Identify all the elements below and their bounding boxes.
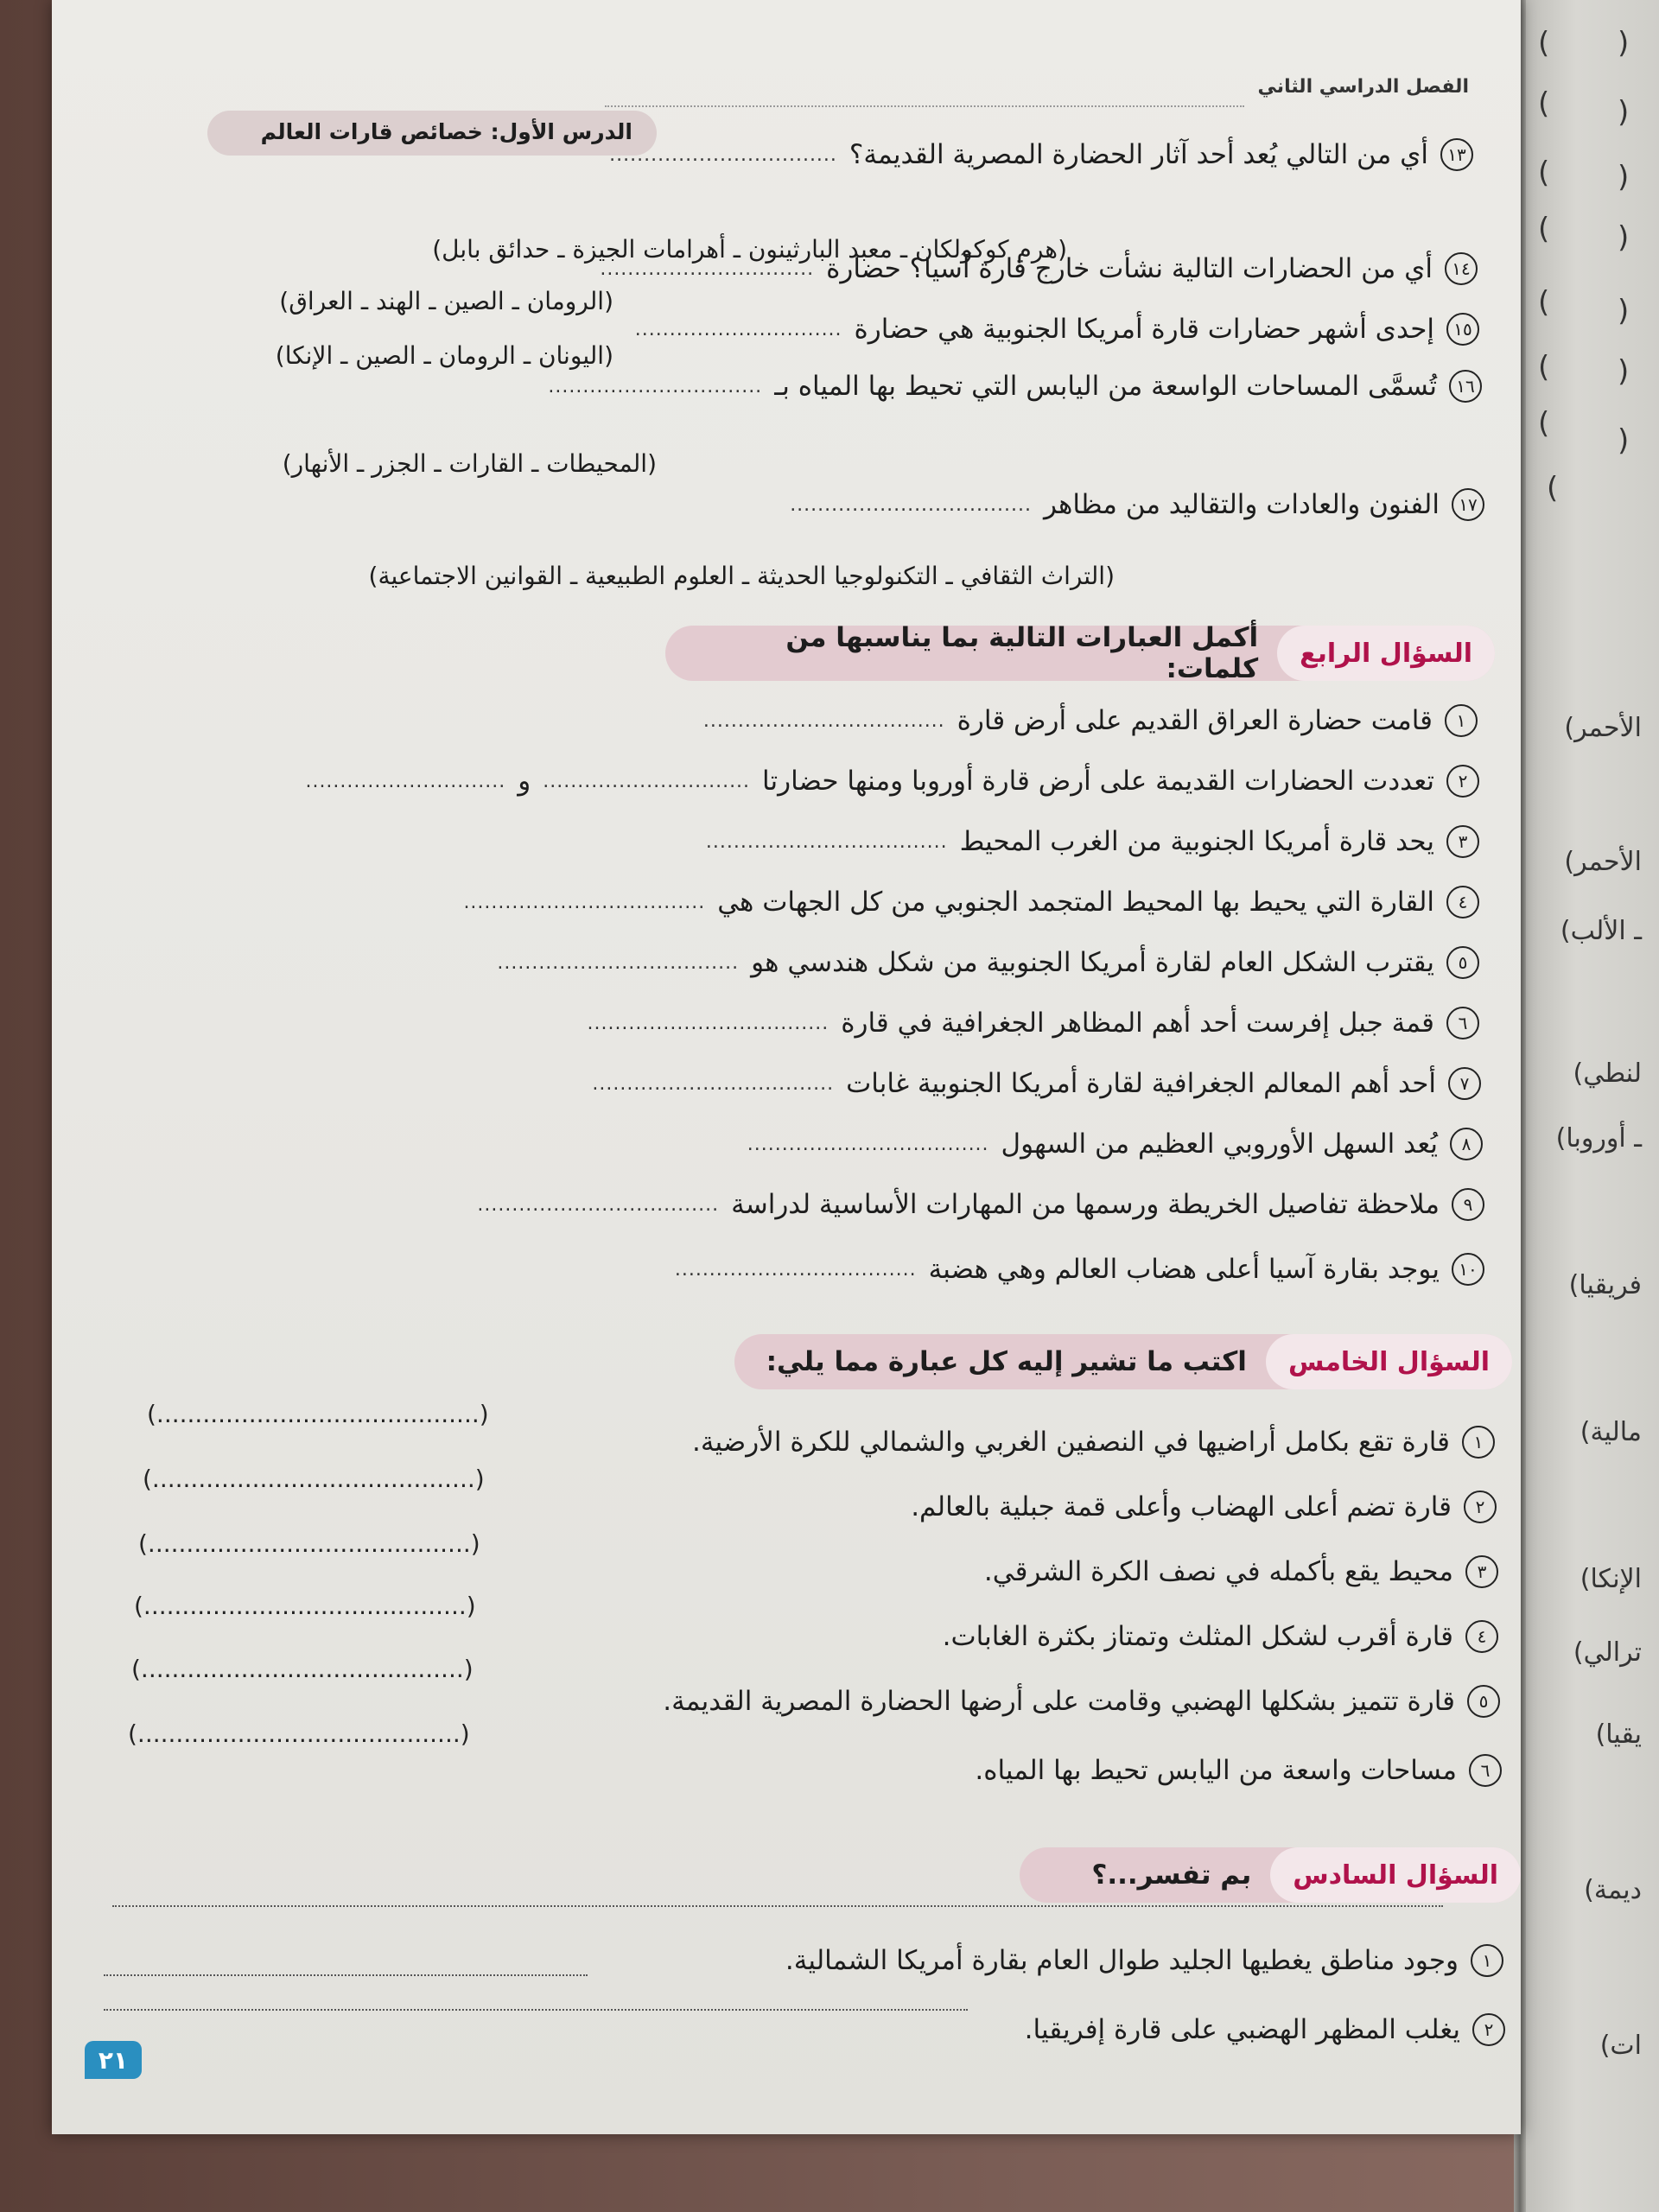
item-number: ٣: [1465, 1555, 1498, 1588]
workbook-page: [52, 0, 1521, 2134]
item-number: ٣: [1446, 825, 1479, 858]
q5-item-2: [911, 1491, 1497, 1523]
item-text: يُعد السهل الأوروبي العظيم من السهول: [1001, 1128, 1438, 1160]
paren-mark: (: [1538, 26, 1550, 60]
paren-mark: (: [1538, 212, 1550, 246]
answer-blank[interactable]: ...................................: [747, 1133, 989, 1155]
paren-mark: ): [1618, 294, 1630, 328]
paren-mark: ): [1618, 423, 1630, 458]
item-text: محيط يقع بأكمله في نصف الكرة الشرقي.: [983, 1556, 1453, 1587]
question-number: ١٥: [1446, 313, 1479, 346]
paren-mark: (: [1538, 86, 1550, 121]
q6-tag: السؤال السادس: [1270, 1847, 1521, 1903]
side-word: الإنكا): [1580, 1564, 1642, 1594]
choices-17: (التراث الثقافي ـ التكنولوجيا الحديثة ـ العلوم الطبيعية ـ القوانين الاجتماعية): [368, 562, 1115, 590]
item-text: أحد أهم المعالم الجغرافية لقارة أمريكا الجنوبية غابات: [846, 1068, 1436, 1099]
answer-blank[interactable]: ...................................: [705, 830, 948, 853]
paren-mark: ): [1618, 26, 1630, 60]
side-word: الأحمر): [1564, 847, 1642, 877]
answer-blank[interactable]: .............................: [305, 770, 506, 792]
header-rule: [605, 105, 1244, 107]
item-text: قارة أقرب لشكل المثلث وتمتاز بكثرة الغابات.: [942, 1621, 1453, 1652]
paren-mark: (: [1538, 406, 1550, 441]
side-word: ـ أوروبا): [1555, 1123, 1642, 1154]
answer-blank[interactable]: ...................................: [587, 1012, 830, 1034]
question-17: [790, 488, 1484, 521]
item-text: يقترب الشكل العام لقارة أمريكا الجنوبية من شكل هندسي هو: [751, 947, 1434, 978]
q5-item-4: [943, 1620, 1498, 1653]
question-number: ١٤: [1445, 252, 1478, 285]
term-label: الفصل الدراسي الثاني: [1257, 76, 1469, 98]
q5-title: اكتب ما تشير إليه كل عبارة مما يلي:: [766, 1346, 1247, 1377]
q5-tag: السؤال الخامس: [1266, 1334, 1512, 1389]
item-number: ١٠: [1452, 1253, 1484, 1286]
item-text: يغلب المظهر الهضبي على قارة إفريقيا.: [1024, 2014, 1460, 2045]
answer-blank[interactable]: ...................................: [790, 493, 1032, 516]
answer-blank[interactable]: ...................................: [477, 1193, 720, 1216]
item-number: ٧: [1448, 1067, 1481, 1100]
q4-item-9: [477, 1188, 1484, 1221]
question-number: ١٣: [1440, 138, 1473, 171]
answer-line[interactable]: [104, 2009, 968, 2011]
page-number: ٢١: [85, 2041, 142, 2079]
conjunction: و: [518, 766, 531, 797]
question-text: إحدى أشهر حضارات قارة أمريكا الجنوبية هي حضارة: [854, 314, 1434, 345]
question-text: أي من التالي يُعد أحد آثار الحضارة المصرية القديمة؟: [849, 139, 1428, 170]
paren-mark: ): [1618, 354, 1630, 389]
q4-item-5: [497, 946, 1479, 979]
paren-mark: ): [1618, 160, 1630, 194]
item-number: ١: [1462, 1426, 1495, 1459]
answer-blank[interactable]: ..............................: [543, 770, 751, 792]
answer-blank[interactable]: ...................................: [702, 709, 945, 732]
answer-blank[interactable]: .................................: [609, 143, 837, 166]
answer-blank[interactable]: ...................................: [463, 891, 706, 913]
side-word: ـ الألب): [1560, 916, 1642, 946]
q4-item-1: [703, 704, 1478, 737]
adjacent-page: [1521, 0, 1659, 2212]
paren-mark: (: [1538, 350, 1550, 385]
question-15: [635, 313, 1479, 346]
item-text: يحد قارة أمريكا الجنوبية من الغرب المحيط: [959, 826, 1434, 857]
item-text: ملاحظة تفاصيل الخريطة ورسمها من المهارات الأساسية لدراسة: [731, 1189, 1440, 1220]
q4-title: أكمل العبارات التالية بما يناسبها من كلمات:: [785, 622, 1259, 684]
side-word: الأحمر): [1564, 713, 1642, 743]
q6-item-2: [1025, 2013, 1505, 2046]
item-number: ٢: [1446, 765, 1479, 798]
answer-box[interactable]: (..........................................): [147, 1400, 489, 1428]
item-number: ٤: [1465, 1620, 1498, 1653]
answer-line[interactable]: [104, 1974, 588, 1976]
q5-item-6: [975, 1754, 1502, 1787]
item-text: قارة تتميز بشكلها الهضبي وقامت على أرضها الحضارة المصرية القديمة.: [663, 1686, 1455, 1717]
choices-13: (هرم كوكولكان ـ معبد البارثينون ـ أهرامات الجيزة ـ حدائق بابل): [432, 235, 1067, 264]
paren-mark: (: [1547, 471, 1559, 505]
answer-blank[interactable]: ..............................: [634, 318, 842, 340]
item-number: ٤: [1446, 886, 1479, 918]
item-text: وجود مناطق يغطيها الجليد طوال العام بقارة أمريكا الشمالية.: [785, 1945, 1459, 1976]
question-number: ١٧: [1452, 488, 1484, 521]
question-13: [609, 138, 1473, 171]
side-word: ات): [1599, 2031, 1642, 2061]
question-text: الفنون والعادات والتقاليد من مظاهر: [1043, 489, 1440, 520]
q4-item-6: [587, 1007, 1479, 1039]
answer-box[interactable]: (..........................................): [143, 1465, 485, 1493]
choices-14: (الرومان ـ الصين ـ الهند ـ العراق): [279, 287, 613, 315]
q6-heading: [1020, 1847, 1521, 1903]
answer-blank[interactable]: ...................................: [497, 951, 740, 974]
q4-tag: السؤال الرابع: [1277, 626, 1495, 681]
item-text: قارة تضم أعلى الهضاب وأعلى قمة جبلية بالعالم.: [911, 1491, 1452, 1522]
q4-item-10: [675, 1253, 1484, 1286]
item-text: تعددت الحضارات القديمة على أرض قارة أوروبا ومنها حضارتا: [762, 766, 1434, 797]
q4-item-7: [592, 1067, 1481, 1100]
item-number: ٥: [1467, 1685, 1500, 1718]
item-number: ٦: [1469, 1754, 1502, 1787]
q4-item-4: [463, 886, 1479, 918]
item-number: ٢: [1464, 1491, 1497, 1523]
question-text: تُسمَّى المساحات الواسعة من اليابس التي تحيط بها المياه بـ: [774, 371, 1437, 402]
side-word: فريقيا): [1568, 1270, 1642, 1300]
item-number: ٩: [1452, 1188, 1484, 1221]
q5-heading: [734, 1334, 1512, 1389]
q5-item-3: [984, 1555, 1498, 1588]
q4-item-3: [706, 825, 1479, 858]
choices-16: (المحيطات ـ القارات ـ الجزر ـ الأنهار): [282, 449, 657, 478]
item-number: ٦: [1446, 1007, 1479, 1039]
item-number: ١: [1471, 1944, 1503, 1977]
paren-mark: (: [1538, 285, 1550, 320]
q4-heading: [665, 622, 1495, 684]
paren-mark: ): [1618, 95, 1630, 130]
q6-item-1: [785, 1944, 1503, 1977]
item-text: قامت حضارة العراق القديم على أرض قارة: [957, 705, 1433, 736]
item-number: ٨: [1450, 1128, 1483, 1160]
q6-title: بم تفسر...؟: [1091, 1859, 1252, 1891]
side-word: يقيا): [1595, 1719, 1642, 1750]
answer-line[interactable]: [112, 1905, 1443, 1907]
answer-box[interactable]: (..........................................): [131, 1655, 474, 1683]
item-text: يوجد بقارة آسيا أعلى هضاب العالم وهي هضبة: [928, 1254, 1440, 1285]
side-word: ديمة): [1584, 1875, 1642, 1905]
answer-box[interactable]: (..........................................): [128, 1719, 470, 1748]
item-text: قمة جبل إفرست أحد أهم المظاهر الجغرافية في قارة: [841, 1007, 1434, 1039]
item-number: ٢: [1472, 2013, 1505, 2046]
answer-blank[interactable]: ...............................: [548, 375, 763, 397]
paren-mark: ): [1618, 220, 1630, 255]
side-word: مالية): [1580, 1417, 1642, 1447]
item-number: ٥: [1446, 946, 1479, 979]
question-14: [600, 252, 1478, 285]
item-text: مساحات واسعة من اليابس تحيط بها المياه.: [975, 1755, 1457, 1786]
choices-15: (اليونان ـ الرومان ـ الصين ـ الإنكا): [275, 341, 613, 370]
paren-mark: (: [1538, 156, 1550, 190]
answer-blank[interactable]: ...................................: [674, 1258, 917, 1281]
q4-item-2: [305, 765, 1479, 798]
q4-item-8: [747, 1128, 1483, 1160]
item-number: ١: [1445, 704, 1478, 737]
answer-box[interactable]: (..........................................): [134, 1592, 476, 1620]
answer-blank[interactable]: ...............................: [600, 257, 815, 280]
side-word: ترالي): [1573, 1637, 1642, 1668]
answer-box[interactable]: (..........................................): [138, 1529, 480, 1558]
item-text: قارة تقع بكامل أراضيها في النصفين الغربي والشمالي للكرة الأرضية.: [692, 1427, 1450, 1458]
lesson-band: [207, 111, 657, 156]
q5-item-5: [663, 1685, 1500, 1718]
question-text: أي من الحضارات التالية نشأت خارج قارة آسيا؟ حضارة: [826, 253, 1433, 284]
side-word: لنطي): [1573, 1058, 1642, 1089]
lesson-title: الدرس الأول: خصائص قارات العالم: [260, 119, 632, 144]
item-text: القارة التي يحيط بها المحيط المتجمد الجنوبي من كل الجهات هي: [717, 887, 1434, 918]
question-16: [548, 370, 1482, 403]
answer-blank[interactable]: ...................................: [592, 1072, 835, 1095]
q5-item-1: [692, 1426, 1495, 1459]
question-number: ١٦: [1449, 370, 1482, 403]
